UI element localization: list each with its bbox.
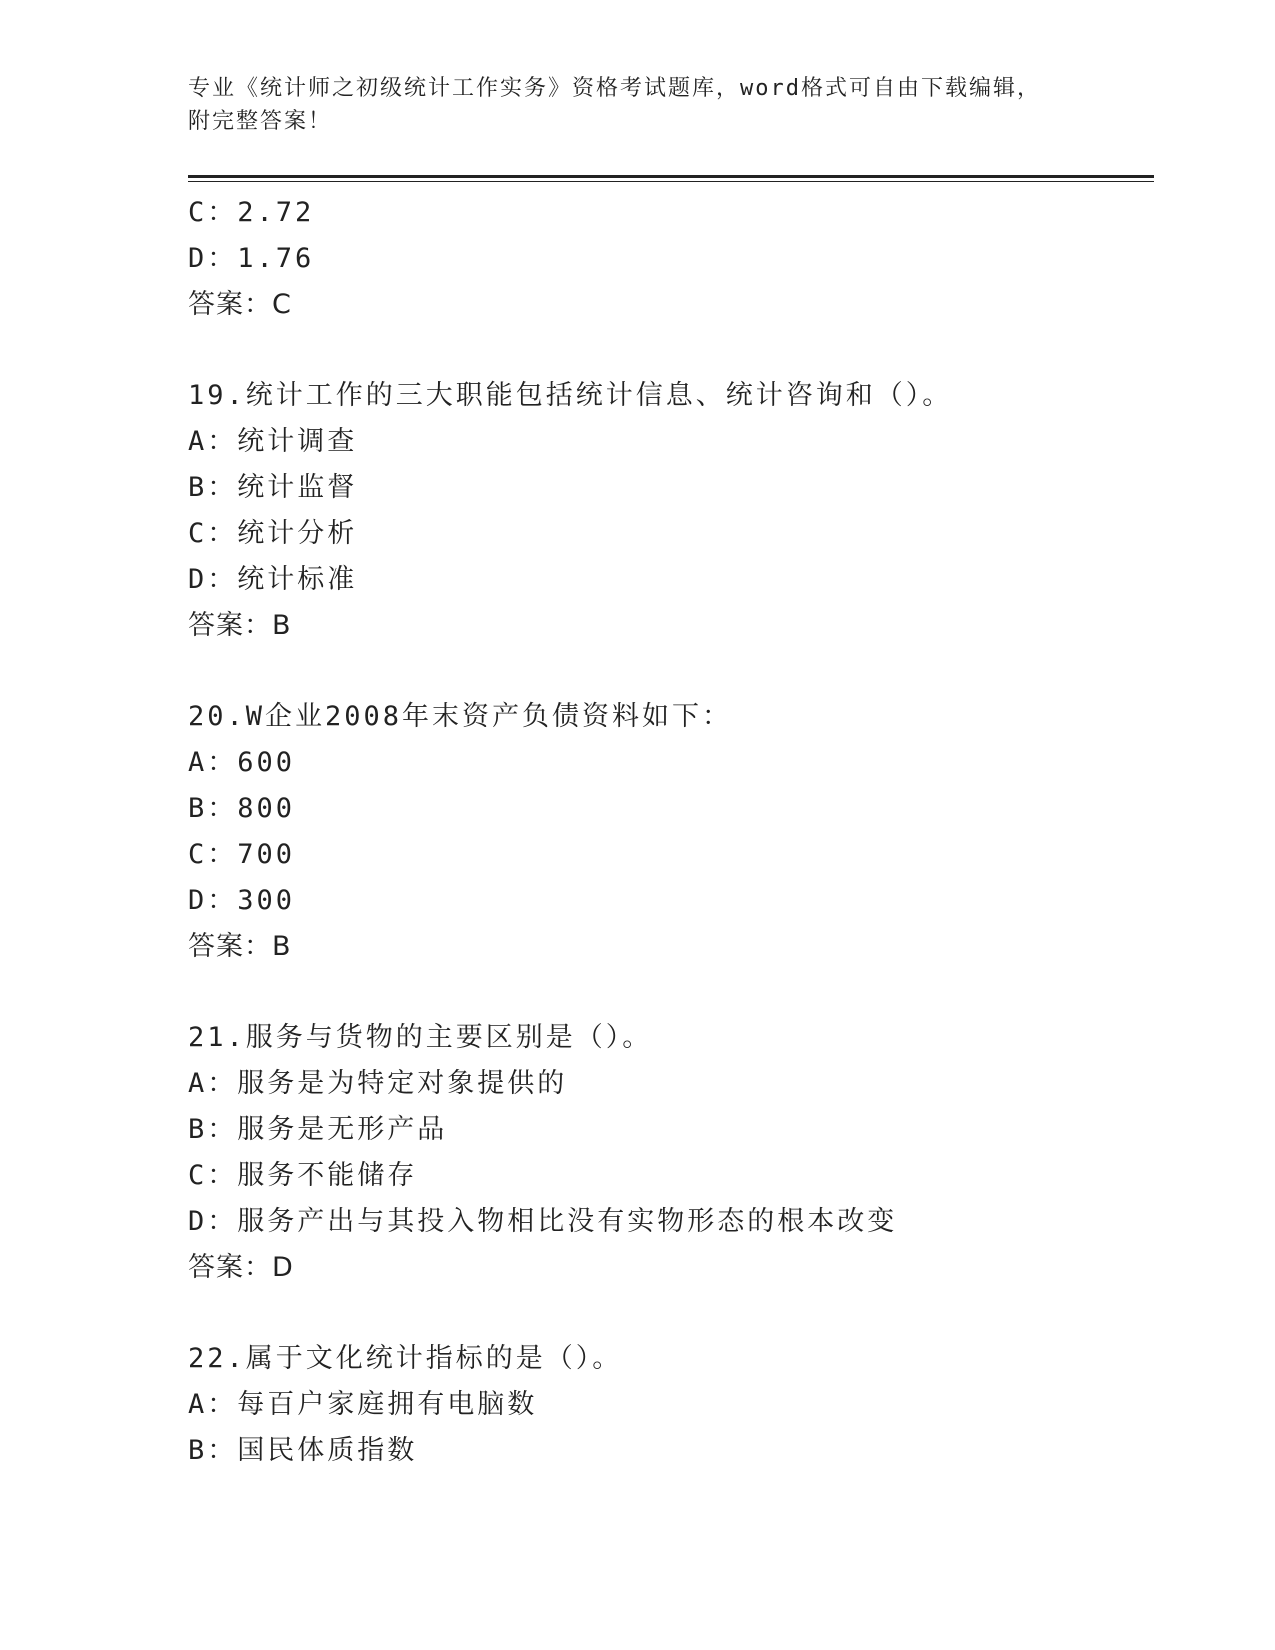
question-block-21 xyxy=(188,1015,1148,1291)
option-b: B：800 xyxy=(188,793,296,824)
option-d: D：服务产出与其投入物相比没有实物形态的根本改变 xyxy=(188,1206,898,1237)
question-stem: 19.统计工作的三大职能包括统计信息、统计咨询和（）。 xyxy=(188,380,953,411)
question-stem: 21.服务与货物的主要区别是（）。 xyxy=(188,1022,653,1053)
option-c: C：2.72 xyxy=(188,197,315,228)
header-line-1: 专业《统计师之初级统计工作实务》资格考试题库，word格式可自由下载编辑， xyxy=(188,76,1041,101)
option-a: A：服务是为特定对象提供的 xyxy=(188,1068,568,1099)
answer-line: 答案：D xyxy=(188,1252,294,1283)
question-block-prev xyxy=(188,190,1148,328)
answer-line: 答案：B xyxy=(188,610,292,641)
question-block-20 xyxy=(188,694,1148,970)
option-c: C：服务不能储存 xyxy=(188,1160,418,1191)
header-divider-thick xyxy=(188,175,1154,178)
option-b: B：统计监督 xyxy=(188,472,358,503)
question-stem: 20.W企业2008年末资产负债资料如下： xyxy=(188,701,733,732)
answer-line: 答案：C xyxy=(188,289,292,320)
document-header xyxy=(188,72,1088,138)
option-a: A：每百户家庭拥有电脑数 xyxy=(188,1389,538,1420)
question-list xyxy=(188,190,1148,1474)
option-b: B：国民体质指数 xyxy=(188,1435,418,1466)
option-a: A：统计调查 xyxy=(188,426,358,457)
option-c: C：700 xyxy=(188,839,296,870)
option-d: D：300 xyxy=(188,885,296,916)
answer-line: 答案：B xyxy=(188,931,292,962)
option-a: A：600 xyxy=(188,747,296,778)
header-line-2: 附完整答案！ xyxy=(188,109,333,134)
question-stem: 22.属于文化统计指标的是（）。 xyxy=(188,1343,623,1374)
question-block-19 xyxy=(188,373,1148,649)
option-d: D：1.76 xyxy=(188,243,315,274)
question-block-22 xyxy=(188,1336,1148,1474)
header-divider-thin xyxy=(188,181,1154,182)
option-b: B：服务是无形产品 xyxy=(188,1114,448,1145)
option-d: D：统计标准 xyxy=(188,564,358,595)
option-c: C：统计分析 xyxy=(188,518,358,549)
